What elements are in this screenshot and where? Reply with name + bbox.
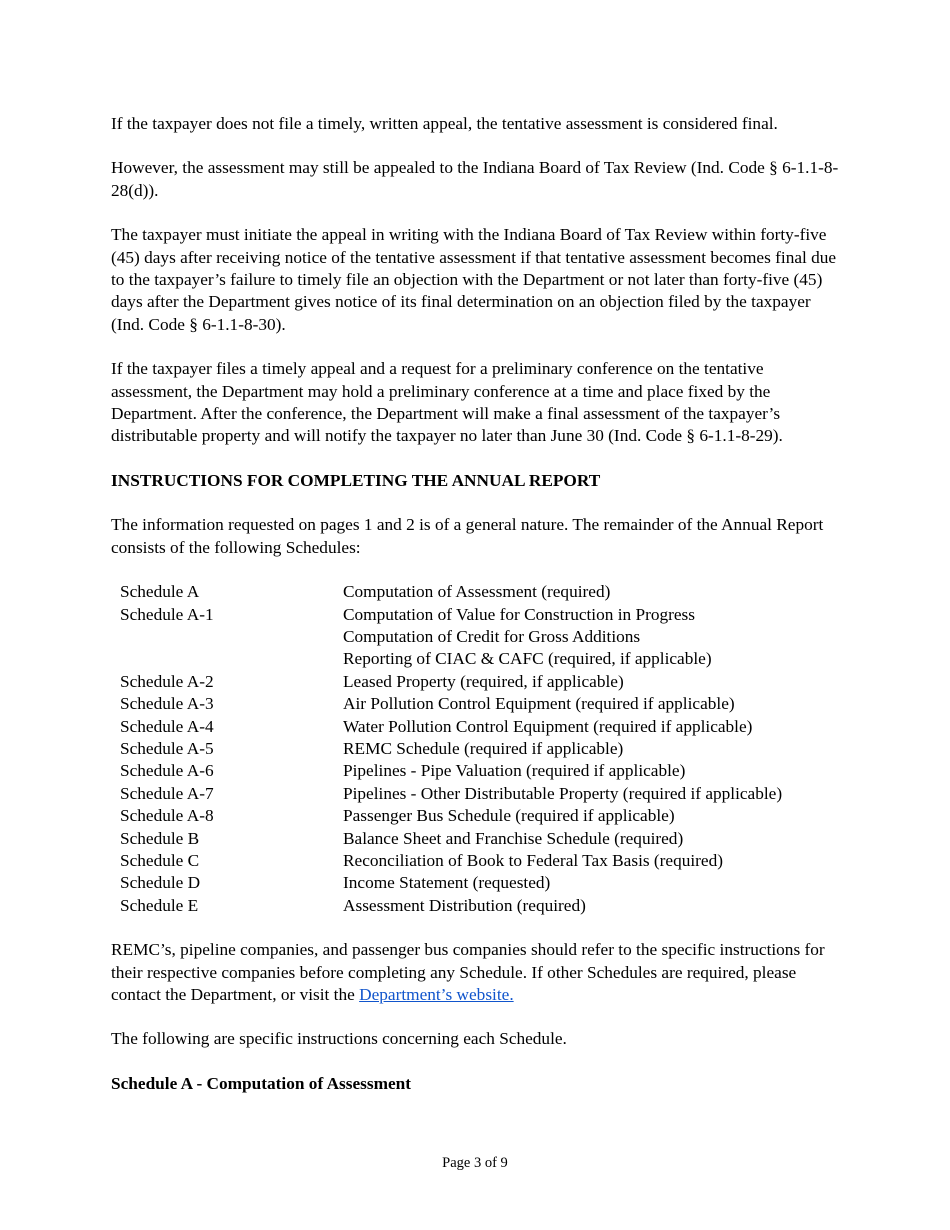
schedule-row [120,828,846,850]
schedule-code: Schedule C [120,850,200,870]
schedule-code [120,648,343,670]
schedule-code: Schedule B [120,828,200,848]
department-website-link[interactable]: Department’s website. [359,985,514,1004]
instructions-heading: INSTRUCTIONS FOR COMPLETING THE ANNUAL REPORT [111,470,601,490]
schedule-description: Income Statement (requested) [343,873,551,893]
paragraph-appeal-deadline: The taxpayer must initiate the appeal in writing with the Indiana Board of Tax Review within forty-five (45) days after receiving notice of the tentative assessment if that tentative assessment becomes final due to the taxpayer’s failure to timely file an objection with the Department or not later than forty-five (45) days after the Department gives notice of its final determination on an objection filed by the taxpayer (Ind. Code § 6-1.1-8-30). [111,225,837,334]
schedule-row [120,581,846,603]
schedule-row [120,738,846,760]
schedule-description: Water Pollution Control Equipment (required if applicable) [343,716,753,736]
schedule-description: Assessment Distribution (required) [343,895,586,915]
remc-text: REMC’s, pipeline companies, and passenger bus companies should refer to the specific instructions for their respective companies before completing any Schedule. If other Schedules are required, please contact the Department, or visit the [111,940,825,1004]
schedule-description: Computation of Value for Construction in Progress [343,604,695,624]
schedule-row [120,850,846,872]
schedule-code: Schedule A-2 [120,671,214,691]
schedule-code: Schedule A-4 [120,716,214,736]
schedule-description: Air Pollution Control Equipment (required if applicable) [343,694,735,714]
schedule-code: Schedule A-5 [120,738,214,758]
page-footer: Page 3 of 9 [442,1155,508,1171]
schedule-description: Reconciliation of Book to Federal Tax Basis (required) [343,850,724,870]
schedule-code: Schedule A-3 [120,694,214,714]
schedule-list [120,581,846,917]
schedule-code: Schedule A [120,582,200,602]
schedule-row [120,671,846,693]
schedule-code: Schedule D [120,873,201,893]
document-body [111,113,846,1095]
schedule-code: Schedule A-7 [120,783,214,803]
schedule-row [120,872,846,894]
schedule-code: Schedule A-8 [120,806,214,826]
schedule-description: Leased Property (required, if applicable) [343,671,624,691]
schedule-row [120,693,846,715]
schedule-row [120,604,846,626]
schedule-code: Schedule A-6 [120,761,214,781]
schedule-description: Pipelines - Pipe Valuation (required if applicable) [343,761,686,781]
paragraph-following: The following are specific instructions concerning each Schedule. [111,1029,567,1049]
paragraph-remc [111,939,846,1006]
schedule-description: Computation of Assessment (required) [343,582,611,602]
schedule-row [120,805,846,827]
paragraph-preliminary-conference: If the taxpayer files a timely appeal and a request for a preliminary conference on the tentative assessment, the Department may hold a preliminary conference at a time and place fixed by the Department. After the conference, the Department will make a final assessment of the taxpayer’s distributable property and will notify the taxpayer no later than June 30 (Ind. Code § 6-1.1-8-29). [111,359,783,446]
paragraph-final-assessment: If the taxpayer does not file a timely, written appeal, the tentative assessment is considered final. [111,114,778,133]
schedule-row [120,760,846,782]
schedule-description: REMC Schedule (required if applicable) [343,738,624,758]
schedule-description: Computation of Credit for Gross Additions [343,626,641,646]
schedule-description: Passenger Bus Schedule (required if applicable) [343,806,675,826]
schedule-row [120,716,846,738]
schedule-code: Schedule E [120,895,199,915]
schedule-code [120,626,343,648]
schedule-code: Schedule A-1 [120,604,214,624]
schedule-a-heading: Schedule A - Computation of Assessment [111,1073,412,1093]
schedule-description: Reporting of CIAC & CAFC (required, if applicable) [343,649,712,669]
schedule-row [120,626,846,648]
schedule-description: Balance Sheet and Franchise Schedule (required) [343,828,684,848]
paragraph-appeal-board: However, the assessment may still be appealed to the Indiana Board of Tax Review (Ind. Code § 6-1.1-8-28(d)). [111,158,839,200]
schedule-row [120,895,846,917]
schedule-row [120,648,846,670]
instructions-intro: The information requested on pages 1 and 2 is of a general nature. The remainder of the Annual Report consists of the following Schedules: [111,515,824,557]
schedule-row [120,783,846,805]
schedule-description: Pipelines - Other Distributable Property (required if applicable) [343,783,783,803]
